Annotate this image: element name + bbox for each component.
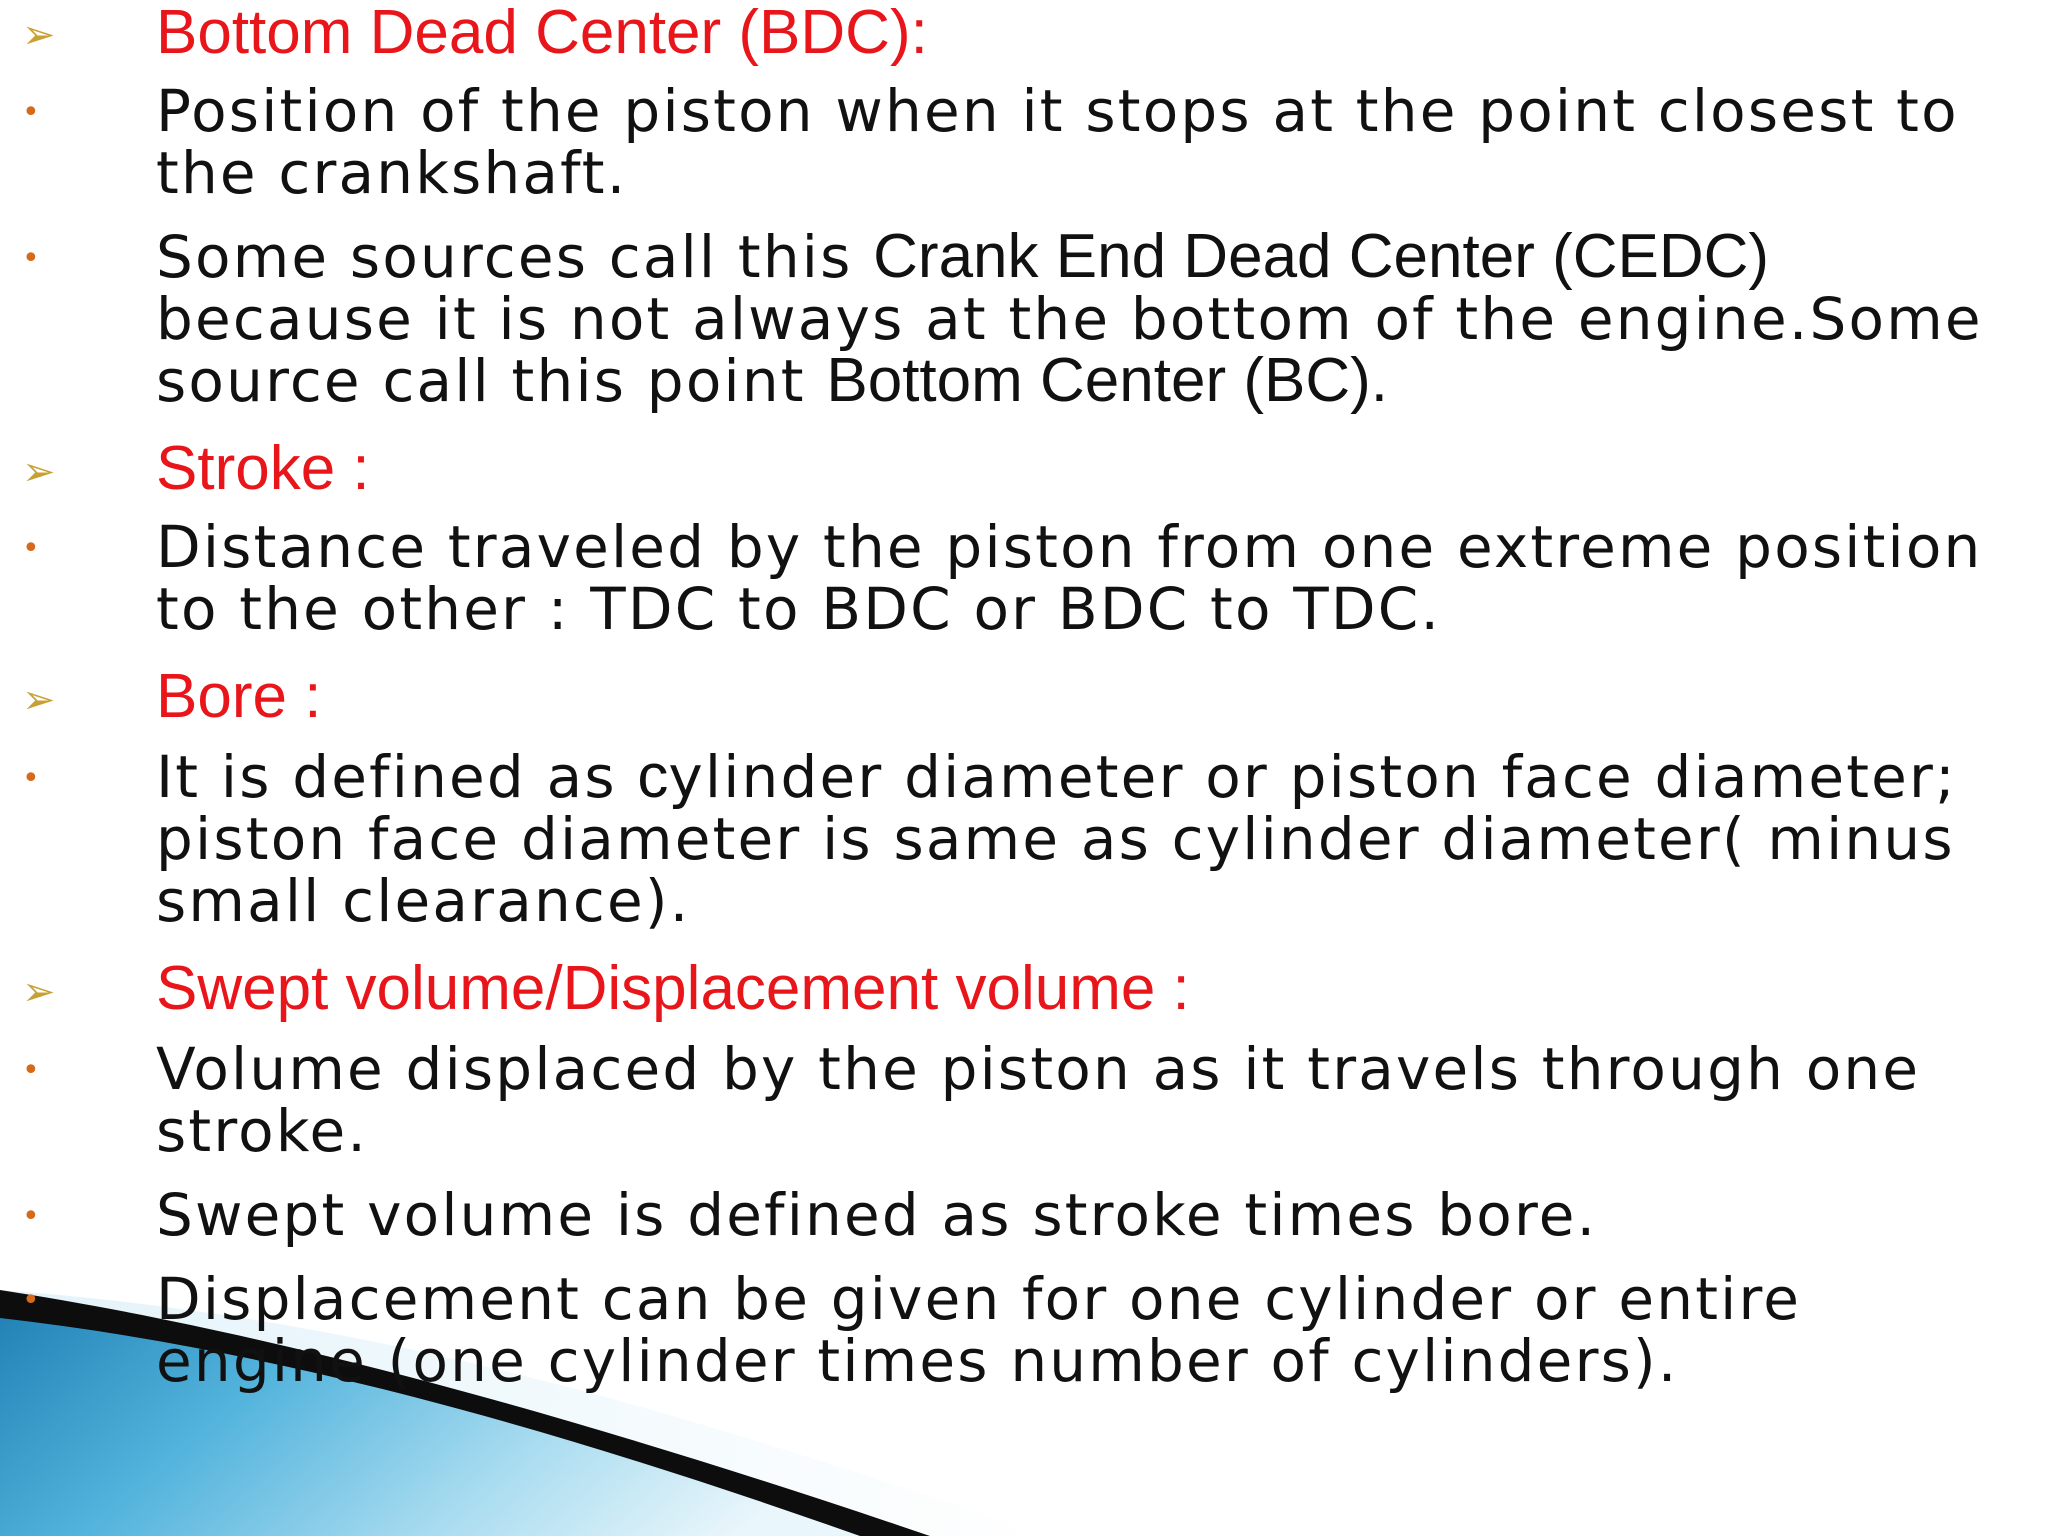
heading-stroke: Stroke : (156, 434, 370, 503)
bullet-text-line: Volume displaced by the piston as it travels through one (156, 1035, 1921, 1103)
bullet-text-line: engine (one cylinder times number of cylinders). (156, 1327, 1679, 1395)
text-segment: Some sources call this (156, 223, 874, 291)
dot-bullet-icon: • (22, 1283, 40, 1318)
bullet-text-line (156, 742, 2036, 811)
heading-bdc: Bottom Dead Center (BDC): (156, 0, 928, 67)
dot-bullet-icon: • (22, 531, 40, 566)
dot-bullet-icon: • (22, 1053, 40, 1088)
text-segment: ylinder diameter or piston face diameter; (668, 743, 1957, 811)
bullet-text-line: Swept volume is defined as stroke times bore. (156, 1181, 1598, 1249)
bullet-text-line: the crankshaft. (156, 139, 628, 207)
dot-bullet-icon: • (22, 761, 40, 796)
bullet-text-line: because it is not always at the bottom of the engine.Some (156, 285, 1983, 353)
bold-term-cedc: Crank End Dead Center (CEDC) (873, 222, 1770, 291)
bullet-text-line: to the other : TDC to BDC or BDC to TDC. (156, 575, 1442, 643)
text-segment: It is defined as (156, 743, 638, 811)
text-segment: source call this point (156, 347, 827, 415)
bullet-text-line: Displacement can be given for one cylinder or entire (156, 1265, 1802, 1333)
dot-bullet-icon: • (22, 1199, 40, 1234)
bullet-text-line: Position of the piston when it stops at the point closest to (156, 77, 1959, 145)
bullet-text-line: small clearance). (156, 867, 691, 935)
heading-swept-volume: Swept volume/Displacement volume : (156, 954, 1190, 1023)
bullet-text-line: piston face diameter is same as cylinder diameter( minus (156, 805, 1955, 873)
bold-letter-c: c (637, 742, 669, 811)
dot-bullet-icon: • (22, 241, 40, 276)
arrow-bullet-icon: ➢ (22, 12, 56, 58)
arrow-bullet-icon: ➢ (22, 449, 56, 495)
arrow-bullet-icon: ➢ (22, 677, 56, 723)
dot-bullet-icon: • (22, 95, 40, 130)
bullet-text-line: stroke. (156, 1097, 369, 1165)
bullet-text-line: Distance traveled by the piston from one extreme position (156, 513, 1983, 581)
bold-term-bc: Bottom Center (BC). (826, 346, 1388, 415)
arrow-bullet-icon: ➢ (22, 969, 56, 1015)
bullet-text-line (156, 222, 2036, 291)
bullet-text-line (156, 346, 2036, 415)
heading-bore: Bore : (156, 662, 322, 731)
